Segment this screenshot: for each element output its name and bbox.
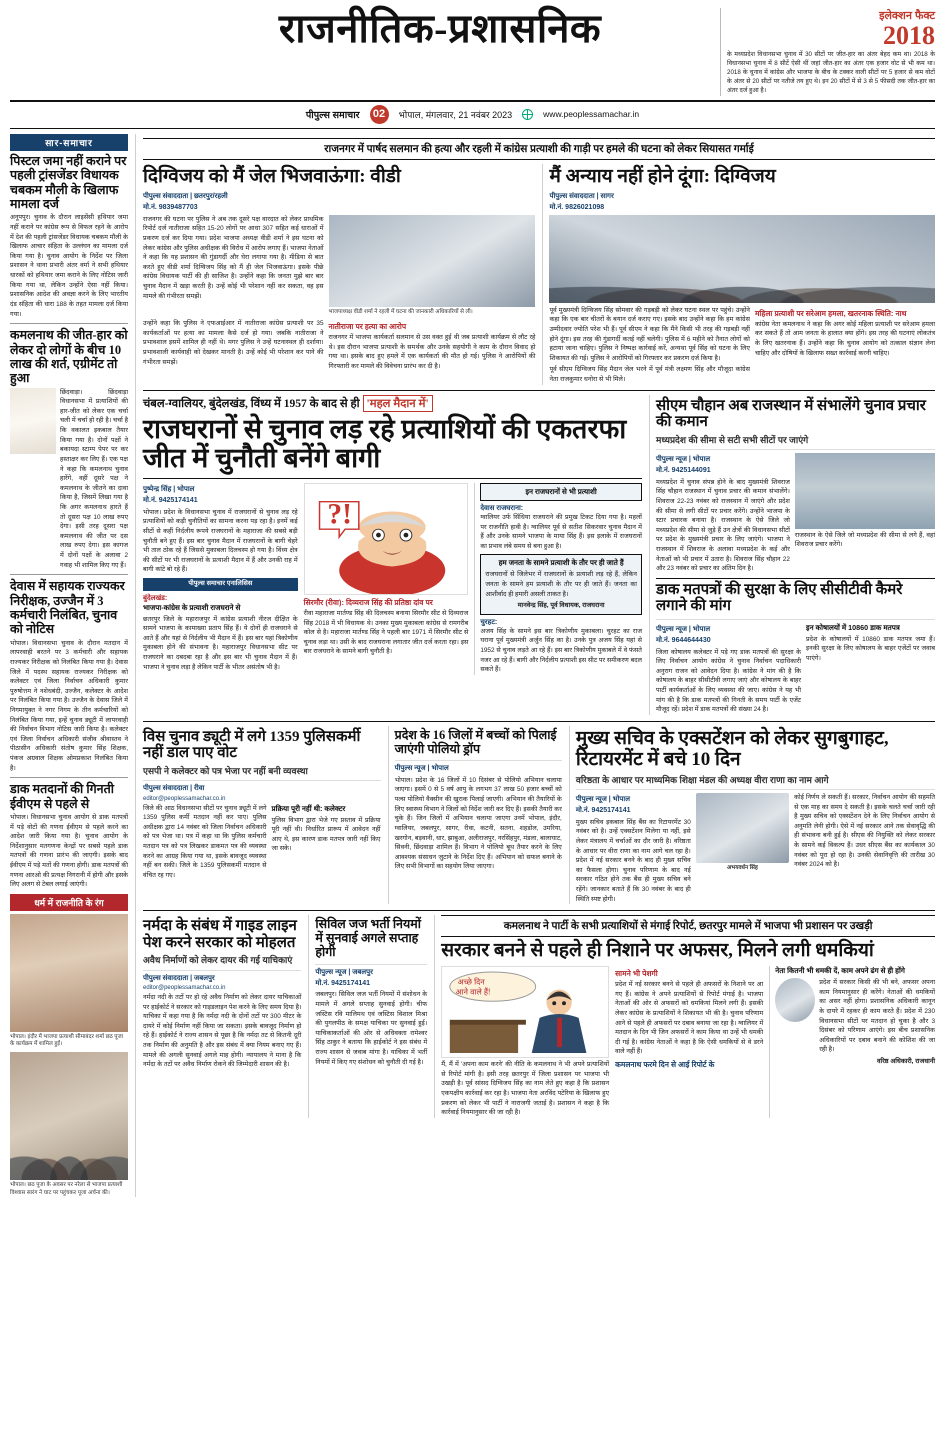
brief-headline: पिस्टल जमा नहीं कराने पर पहली ट्रांसजेंडर विधायक चबकम मौली के खिलाफ मामला दर्ज [10,153,127,212]
box-quote [480,554,642,614]
top-kicker: राजनगर में पार्षद सलमान की हत्या और रहली में कांग्रेस प्रत्याशी की गाड़ी पर हमले की घटना को लेकर सियासत गर्माई [143,138,935,160]
cartoon-body: रीवा महाराजा मार्तण्ड सिंह की दिलचस्प बनाया सिरमौर सीट से दिव्यराज सिंह 2018 में भी विधायक थे। उनका मुख्य मुकाबला कांग्रेस से रामगरीब कोल से है। महाराजा मार्तण्ड सिंह ने पहली बार 1971 में सिरमौर सीट से चुनाव लड़ा था। उसी के बाद राजघराना लगातार जीत दर्ज करता रहा। इस बार राजघराने के सामने बागी चुनौती है। [303,609,469,656]
byline: पीपुल्स न्यूज | भोपाल [575,795,630,803]
folio-bar [10,102,935,129]
box-heading: इन राजघरानों से भी प्रत्याशी [525,486,597,496]
byline-mobile: मो.नं. 9425144091 [655,467,711,475]
section-label-saar [10,134,128,151]
story-body: जिले की आठ विधानसभा सीटों पर चुनाव ड्यूटी में लगे 1359 पुलिस कर्मी मतदान नहीं कर पाए। पुलिस अधीक्षक द्वारा 14 नवंबर को जिला निर्वाचन अधिकारी को पत्र भेजा था। पत्र में कहा था कि पुलिस कर्मचारी मतदान पत्र को पत्र लिखकर डाकमत पत्र की व्यवस्था करने का आग्रह किया गया था, इसके बावजूद व्यवस्था नहीं बन सकी। जिले के 1359 पुलिसकर्मी मतदान से वंचित रह गए। [143,804,267,879]
story-subhead: वरिष्ठता के आधार पर माध्यमिक शिक्षा मंडल की अध्यक्ष वीरा राणा का नाम आगे [575,774,829,785]
photo-chhath-2 [10,1052,128,1180]
byline: पीपुल्स न्यूज | भोपाल [655,455,711,463]
story-headline-cctv: डाक मतपत्रों की सुरक्षा के लिए सीसीटीवी कैमरे लगाने की मांग [655,581,903,615]
section-label-dharm: धर्म में राजनीति के रंग [10,894,128,911]
photo-caption: भोपाल। इंदौर में भाजपा प्रत्याशी सीमाबंदर शर्मा छठ पूजा के कार्यक्रम में शामिल हुईं। [10,1033,124,1048]
quote-heading: प्रक्रिया पूरी नहीं थी: कलेक्टर [271,803,346,813]
cartoon-caption-head: सिरमौर (रीवा): दिव्यराज सिंह की प्रतिष्ठा दांव पर [303,597,433,607]
subhead: सामने भी पेशगी [615,969,658,979]
election-fact-title: इलेक्शन फैक्ट [879,10,935,22]
quote-body: राजघरानों से जिलेभर में राजघरानों के प्रत्याशी लड़ रहे हैं, लेकिन जनता के सामने हम प्रत्याशी के तौर पर ही जाते हैं। जनता का आशीर्वाद ही हमारी असली ताकत है। [485,571,637,598]
right-column [649,395,935,715]
story-body: पूर्व मुख्यमंत्री दिग्विजय सिंह सोमवार की गड़बड़ी को लेकर घटना स्थल पर पहुंचे। उन्होंने कहा कि एक बार चीतरों के बयान दर्ज कराए गए। इसके बाद उन्होंने कहा कि हम कांग्रेस उम्मीदवार ज्योति परेश भी हैं। पूर्व सीएम ने कहा कि मैंने किसी भी तरह की गड़बड़ी नहीं होने दूंगा। इस तरह की गुंडागर्दी कतई नहीं चलेगी। पुलिस में 6 महीने को तैनात लोगों को हटाया जाना चाहिए। पुलिस ने निष्पक्ष कार्रवाई करें, अन्यथा पूर्व सिंह को घटना के लिए शिकायत की गई। पुलिस ने आरोपियों को गिरफ्तार कर प्रकरण दर्ज किया है। [549,306,750,362]
brief-headline: डाक मतदानों की गिनती ईवीएम से पहले से [10,782,114,811]
cartoon-illustration-2 [441,966,609,1058]
story-headline: सिविल जज भर्ती नियमों में सुनवाई अगले सप्ताह होगी [315,917,421,959]
subhead-bundelkhand: भाजपा-कांग्रेस के प्रत्याशी राजघराने से [143,602,241,612]
quote-body: पुलिस विभाग द्वारा भेजे गए प्रस्ताव में प्रक्रिया पूरी नहीं थी। निर्धारित प्रारूप में आवेदन नहीं आए थे, इस कारण डाक मतपत्र जारी नहीं किए जा सके। [271,816,381,853]
story-officers-threats [434,915,935,1118]
inset-body: प्रदेश के कोषालयों में 10860 डाक मतपत्र जमा हैं। इनकी सुरक्षा के लिए कोषालय के बाहर एजेंटों पर जवाब पाएंगे। [806,635,935,662]
byline: पीपुल्स संवाददाता | जबलपुर [143,974,215,982]
election-fact-text: के मध्यप्रदेश विधानसभा चुनाव में 30 सीटों पर जीत-हार का अंतर बेहद कम था। 2018 के विधानसभा चुनाव में 8 सीटें ऐसी थीं जहां जीत-हार का अंतर एक हजार वोट से भी कम था। 2018 के चुनाव में कांग्रेस और भाजपा के बीच के टक्कर वाली सीटों पर 5 हजार से कम वोटों के अंतर से 20 सीटों पर नतीजे तय हुए थे। इन 20 सीटों में से 3 से 5 फीसदी तक जीत-हार का अंतर दर्ज हुआ है। [727,51,935,94]
subhead-mahila: महिला प्रत्याशी पर सरेआम हमला, खतरनाक स्थिति: नाथ [754,308,907,318]
byline: पुष्पेन्द्र सिंह | भोपाल [143,485,195,493]
svg-text:?!: ?! [327,498,352,531]
portrait-caption: अभयवर्धन सिंह [727,864,758,871]
subhead-2: कमलनाथ फरमे दिन से आई रिपोर्ट के [615,1060,715,1070]
box-other-royals [480,483,642,501]
story-headline: प्रदेश के 16 जिलों में बच्चों को पिलाई जाएंगी पोलियो ड्रॉप [394,727,557,756]
globe-icon [522,109,533,120]
byline-email[interactable]: editor@peoplessamachar.co.in [143,985,226,991]
story-body: मध्यप्रदेश में चुनाव संपन्न होने के बाद मुख्यमंत्री शिवराज सिंह चौहान राजस्थान में चुनाव प्रचार की कमान संभालेंगे। शिवराज 22-23 नवंबर को राजस्थान में जाएंगे और प्रदेश की सीमा से लगी सीटों पर प्रचार करेंगे। उन्होंने भाजपा के स्टार प्रचारक बनाया है। राजस्थान के ऐसे जिले जो मध्यप्रदेश की सीमा से जुड़े हैं उन क्षेत्रों की विधानसभा सीटों पर प्रदेश के मुख्यमंत्री प्रचार के लिए जाएंगे। भाजपा ने राजस्थान में शिवराज के अलावा मध्यप्रदेश के कई और नेताओं को भी प्रचार में उतारा है। शिवराज सिंह चौहान 22 और 23 नवंबर को प्रचार का अंतिम दिन है। [655,478,790,573]
portrait-photo [775,978,815,1022]
center-and-right [143,395,935,715]
story-headline-cs: मुख्य सचिव के एक्सटेंशन को लेकर सुगबुगाहट, रिटायरमेंट में बचे 10 दिन [575,727,889,770]
story-body: नर्मदा नदी के तटों पर हो रहे अवैध निर्माण को लेकर दायर याचिकाओं पर हाईकोर्ट ने सरकार को गाइडलाइन पेश करने के लिए समय दिया है। याचिका में कहा गया है कि नर्मदा नदी के दोनों तटों पर 300 मीटर के दायरे में कोई निर्माण नहीं किया जा सकता। इसके बावजूद निर्माण हो रहे हैं। हाईकोर्ट ने राज्य शासन से पूछा है कि नर्मदा तट से कितनी दूरी तक निर्माण की अनुमति है और इस संबंध में क्या नियम बनाए गए हैं। मामले की अगली सुनवाई अगले माह होगी। न्यायालय ने माना है कि नर्मदा के तटों पर अवैध निर्माण रोकने की जिम्मेदारी शासन की है। [143,994,302,1069]
svg-text:आने वाले हैं!: आने वाले हैं! [455,987,491,997]
story-body: राजनगर की घटना पर पुलिस ने अब तक दूसरे पक्ष वारदात को लेकर प्राथमिक रिपोर्ट दर्ज नातीराजा सहित 15-20 लोगों पर आधा 307 सहित कई धाराओं में प्रकरण दर्ज कर दिया गया। प्रदेश भाजपा अध्यक्ष वीडी शर्मा ने इस घटना को लेकर कांग्रेस और पुलिस अधीक्षक की विरोध में आरोप लगाए हैं। भाजपा नेताओं ने कहा कि यह प्रशासन की गुंडागर्दी और घेरा लगाया गया है। मीडिया से बात करते हुए वीडी शर्मा दिग्विजय सिंह को मैं ही जेल भिजवाऊंगा। इसके पीछे कांग्रेस विधायक पार्टी की ही साजिश है। उन्होंने कहा कि जनता मुझे बार बार चुनाव मैदान में खड़ा करती है। उन्हें कोई भी परेशान नहीं कर सकता, वह इस मामले की गंभीरता समझें। [143,215,324,300]
quote-body: प्रदेश में सरकार किसी की भी बने, अफसर अपना काम नियमानुसार ही करेंगे। नेताओं की धमकियों का असर नहीं होगा। प्रशासनिक अधिकारी कानून के दायरे में रहकर ही काम करते हैं। प्रदेश में 230 विधानसभा सीटों पर मतदान हो चुका है और 3 दिसंबर को परिणाम आएंगे। इस बीच प्रशासनिक अधिकारियों पर दबाव बनाने की कोशिश की जा रही है। [819,979,935,1054]
cartoon-illustration [304,483,469,595]
byline-mobile: मो.नं. 9839487703 [143,204,198,212]
byline-mobile: मो.नं. 9425174141 [143,497,198,505]
byline: पीपुल्स संवाददाता | छतरपुर/रहली [143,192,228,200]
masthead [10,8,935,102]
lead-kicker-text: चंबल-ग्वालियर, बुंदेलखंड, विंध्य में 1957 के बाद से ही [143,397,360,410]
item-body: अजय सिंह के सामने इस बार त्रिकोणीय मुकाबला। चुरहट का राज घराना पूर्व मुख्यमंत्री अर्जुन सिंह का है। उनके पुत्र अजय सिंह यहां से 1952 से चुनाव लड़ते आ रहे हैं। इस बार त्रिकोणीय मुकाबले में वे फंसते नजर आ रहे हैं। बागी और निर्दलीय प्रत्याशी इस सीट पर समीकरण बदल सकते हैं। [480,627,642,674]
analysis-badge: पीपुल्स समाचार एनालिसिस [143,578,298,590]
story-headline: सरकार बनने से पहले ही निशाने पर अफसर, मिलने लगी धमकियां [441,940,874,962]
brief-photo [10,388,56,454]
portrait-photo [696,793,789,863]
story-body: जिला कोषालय कलेक्टर में पड़े गए डाक मतपत्रों की सुरक्षा के लिए निर्वाचन आयोग कांग्रेस ने चुनाव निर्वाचन पदाधिकारी अनुराग राजन को आवेदन दिया है। कांग्रेस ने मांग की है कि कोषालय के बाहर सीसीटीवी लगाए जाएं और कोषालय के बाहर पार्टी कार्यकर्ताओं के लिए व्यवस्था की जाए। कांग्रेस ने यह भी मांग की है कि डाक मतपत्रों की गिनती के समय पार्टी के एजेंट मौजूद रहें। प्रदेश में डाक मतपत्रों की संख्या 24 है। [655,648,802,714]
byline-mobile: मो.नं. 9425174141 [575,807,631,815]
folio-website[interactable]: www.peoplessamachar.in [543,109,640,120]
folio-place-date: भोपाल, मंगलवार, 21 नवंबर 2023 [398,109,513,120]
lead-story [143,395,642,715]
photo-caption: भोपाल। छठ पूजा के अवसर पर नरेला से भाजपा प्रत्याशी विश्वास सारंग ने घाट पर पहुंचकर पूजा अर्चना की। [10,1181,123,1196]
story-subhead: अवैध निर्माणों को लेकर दायर की गई याचिकाएं [143,955,293,966]
photo-caption: भाजपाध्यक्ष वीडी शर्मा ने रहली में घटना की जानकारी अधिकारियों से ली। [328,308,473,315]
story-body-mid: उन्होंने कहा कि पुलिस ने एफआईआर में नातीराजा कांग्रेस प्रत्याशी पर 35 कार्यकर्ताओं पर हत्या का मामला कैसे दर्ज हो गया। जबकि नातीराजा ने प्रभावशाल इसमें शामिल ही नहीं थे। मगर पुलिस ने उन्हें घटनास्थल ही दर्शाया। प्रभावशाली कार्यवाही को देखकर मानती है। उन्हें कोई भी परेशान कर पाने की गंभीरता समझें। [143,320,324,366]
svg-text:अच्छे दिन: अच्छे दिन [457,977,485,987]
story-civil-judge [308,915,427,1118]
lead-kicker [143,395,642,412]
byline: पीपुल्स न्यूज | भोपाल [655,625,711,633]
story-body: प्रदेश में नई सरकार बनने से पहले ही अफसरों के निशाने पर आ गए हैं। कांग्रेस ने अपने प्रत्याशियों से रिपोर्ट मंगाई है। भाजपा नेताओं की ओर से अफसरों को धमकियां मिलने लगी हैं। इसकी लेकर कांग्रेस के प्रत्याशियों ने शिकायत भी की है। चुनाव परिणाम आने से पहले ही अफसरों पर दबाव बनाया जा रहा है। ग्वालियर में मतदान के दिन भी जिन अफसरों ने काम किया था उन्हें भी धमकी दी गई है। कांग्रेस नेताओं ने कहा है कि ऐसी धमकियों से वे डरने वाले नहीं हैं। [615,981,764,1056]
quote-heading: नेता कितनी भी धमकी दें, काम अपने ढंग से ही होंगे [775,966,905,976]
byline: पीपुल्स न्यूज | भोपाल [394,765,449,773]
item-title: देवास राजघराना: [480,504,524,512]
story-body-mid: पूर्व सीएम दिग्विजय सिंह मैदान जेल भरने में पूर्व मंत्री लक्ष्मण सिंह और मौजूदा कांग्रेस नेता राजकुमार धनोरा से भी मिले। [549,366,750,383]
byline: पीपुल्स संवाददाता | रीवा [143,785,205,793]
story-subhead: मध्यप्रदेश की सीमा से सटी सभी सीटों पर जाएंगे [655,434,809,445]
top-stories [143,164,935,385]
byline: पीपुल्स न्यूज | जबलपुर [315,968,374,976]
byline: पीपुल्स संवाददाता | सागर [549,192,614,200]
election-fact-box [720,8,935,96]
quote-signoff: वरिष्ठ अधिकारी, राजधानी [876,1058,935,1066]
story-polio [388,726,562,904]
brief-headline: देवास में सहायक राज्यकर निरीक्षक, उज्जैन में 3 कर्मचारी निलंबित, चुनाव को नोटिस [10,579,125,637]
band-row [143,726,935,904]
story-headline: दिग्विजय को मैं जेल भिजवाऊंगा: वीडी [143,165,401,187]
quote-signoff: मानवेन्द्र सिंह, पूर्व विधायक, राजघराना [517,602,605,610]
brief-body: भोपाल। विधानसभा चुनाव के दौरान मतदान में लापरवाही बरतने पर 3 कर्मचारी और सहायक राज्यकर निरीक्षक को निलंबित किया गया है। देवास जिले में पदस्थ सहायक राज्यकर निरीक्षक को कलेक्टर एवं जिला निर्वाचन अधिकारी कुमार पुरुषोत्तम ने नशेधबंदी, उज्जैन, कलेक्टर के आदेश पर निलंबित किया गया है। उज्जैन के देवास जिले में निगमायुक्त ने नगर निगम के तीन कर्मचारियों को निलंबित किया गया, इन्हें चुनाव ड्यूटी में लापरवाही की निर्वाचन विभाग नोटिस जारी किया है। कलेक्टर एवं जिला निर्वाचन अधिकारी संजीव श्रीवास्तव ने पीठासीन अधिकारी संतोष कुमार सिंह शिक्षक, पंकज अग्रवाल शिक्षक ओमप्रकाश निलंबित किया है। [10,639,128,772]
story-body: मुख्य सचिव इकबाल सिंह बैंस का रिटायरमेंट 30 नवंबर को है। उन्हें एक्सटेंशन मिलेगा या नहीं, इसे लेकर मंत्रालय में चर्चाओं का दौर जारी है। वरिष्ठता के आधार पर वीरा राणा का नाम आगे चल रहा है। प्रदेश में नई सरकार बनने के बाद ही मुख्य सचिव का फैसला होगा। चुनाव परिणाम के बाद नई सरकार गठित होने तक बैंस ही मुख्य सचिव बने रहेंगे। जानकार बताते हैं कि 30 नवंबर के बाद ही स्थिति स्पष्ट होगी। [575,818,691,903]
story-body-cont: राजस्थान के ऐसे जिले जो मध्यप्रदेश की सीमा से लगे हैं, वहां शिवराज प्रचार करेंगे। [794,531,935,549]
lead-body: भोपाल। प्रदेश के विधानसभा चुनाव में राजघरानों से चुनाव लड़ रहे प्रत्याशियों को कड़ी चुनौतियों का सामना करना पड़ रहा है। इनमें कई सीटों से कहीं निर्दलीय रूपये राजघरानों के महाराजा की सबसे बड़ी चुनौती बने हुए हैं। इस बार चुनाव मैदान में राजघरानों के बागी चेहरे भी ताल ठोक रहे हैं जिससे मुकाबला दिलचस्प हो गया है। विंध्य क्षेत्र की सीटों पर भी राजघरानों के प्रत्याशी मैदान में हैं और उनकी राह में बागी कांटे बो रहे हैं। [143,508,298,574]
story-narmada [143,915,301,1118]
story-police-vote [143,726,381,904]
byline-mobile: मो.नं. 9826021098 [549,204,605,212]
story-subhead: एसपी ने कलेक्टर को पत्र भेजा पर नहीं बनी व्यवस्था [143,765,308,776]
story-headline: मैं अन्याय नहीं होने दूंगा: दिग्विजय [549,165,776,187]
brief-body: अनूपपुर। चुनाव के दौरान लाइसेंसी हथियार जमा नहीं कराने पर कांग्रेस रूप से विफल रहने के आरोप में देश की पहली ट्रांसजेंडर विधायक चबकम मौली के खिलाफ आचार संहिता के उल्लंघन का मामला दर्ज किया गया है। चुनाव आयोग के निर्देश पर जिला प्रशासन ने थाना प्रभारी अंतर वर्मा ने सभी हथियार धारकों को हथियार जमा कराने के लिए नोटिस जारी किया गया था, लेकिन उन्होंने ऐसा नहीं किया। प्रशासनिक आदेश की अवज्ञा करने के लिए भारतीय दंड संहिता की धारा 188 के तहत मामला दर्ज किया गया। [10,214,128,318]
bottom-row [143,915,935,1118]
brief-item [10,782,128,890]
byline-email[interactable]: editor@peoplessamachar.co.in [143,795,226,802]
story-digvijay-jail [143,164,535,385]
story-photo-cm [795,453,935,529]
story-photo [329,215,536,307]
section-label-text: सार-समाचार [45,137,93,148]
bundelkhand-body: छतरपुर जिले के महाराजपुर में कांग्रेस प्रत्याशी नीरज दीक्षित के सामने भाजपा के कामाख्या प्रताप सिंह हैं। ये दोनों ही राजघराने से आते हैं और यहां से निर्दलीय भी मैदान में हैं। इस बार यहां त्रिकोणीय मुकाबला होने की संभावना है। महाराजपुर विधानसभा सीट पर राजघराने का दबदबा रहा है और इस बार भी चुनाव मैदान में हैं। भाजपा ने चुनाव लड़ा है लेकिन पार्टी के भीतर असंतोष भी है। [143,615,298,671]
brief-headline: कमलनाथ की जीत-हार को लेकर दो लोगों के बीच 10 लाख की शर्त, एग्रीमेंट तो हुआ [10,328,128,386]
subhead-natiraja: नातीराजा पर हत्या का आरोप [328,322,407,332]
item-body: ग्वालियर उर्फ सिंधिया राजघराने की प्रमुख टिकट दिया गया है। महलों पर राजनीति हावी है। ग्वालियर पूर्व से सतीश सिकरवार चुनाव मैदान में हैं और उनके सामने भाजपा के माया सिंह हैं। इस इलाके में राजघरानों का प्रभाव लंबे समय से बना हुआ है। [480,513,642,550]
photo-chhath-1 [10,914,128,1032]
main-grid [10,134,935,1197]
brief-item [10,154,128,319]
quote-heading: हम जनता के सामने प्रत्याशी के तौर पर ही जाते हैं [498,558,624,568]
story-body-side: कांग्रेस नेता कमलनाथ ने कहा कि अगर कोई महिला प्रत्याशी पर सरेआम हमला कर सकते हैं तो आम जनता के हालात क्या होंगे। इस तरह की घटनाएं लोकतंत्र के लिए खतरनाक हैं। उन्होंने कहा कि चुनाव आयोग को तत्काल संज्ञान लेना चाहिए और दोषियों के खिलाफ सख्त कार्रवाई करनी चाहिए। [754,320,935,357]
brief-body: छिंदवाड़ा। छिंदवाड़ा विधानसभा में प्रत्याशियों की हार-जीत को लेकर एक चर्चा चली में चर्चा हो रही है। चर्चा है कि वकालत इकबाल तैयार किया गया है। दोनों पक्षों ने बकायदा स्टाम्प पेपर पर कर हस्ताक्षर कर लिए हैं। एक पक्ष ने कहा कि कमलनाथ चुनाव हारेंगे, वहीं दूसरे पक्ष ने कमलनाथ के जीतने का दावा किया है, जिसमें लिखा गया है कि अगर कमलनाथ हारते हैं तो दूसरा पक्ष 10 लाख रुपए देगा। इसी तरह दूसरा पक्ष कमलनाथ की जीत पर दस लाख रुपए देगा। इस कागज में दोनों पक्षों के अलावा 2 गवाह भी शामिल किए गए हैं। [60,388,128,569]
story-body-cont: कोई निर्णय ले सकती हैं। सरकार, निर्वाचन आयोग की सहमति से एक माह का समय दे सकती है। इसके चलते चर्चा जारी रही है मुख्य सचिव को एक्सटेंशन देने के लिए निर्वाचन आयोग से अनुमति लेनी होगी। ऐसे में नई सरकार आने तक सेवावृद्धि की ही संभावना बनी हुई है। सीएस की नियुक्ति को लेकर सरकार के सामने कई विकल्प हैं। उधर सीएस बैंस का कार्यकाल 30 नवंबर को पूरा हो रहा है। उनकी सेवानिवृत्ति की तारीख 30 नवंबर 2024 को है। [794,793,935,869]
story-headline: विस चुनाव ड्यूटी में लगे 1359 पुलिसकर्मी नहीं डाल पाए वोट [143,728,361,762]
story-body: मैं, मैं में 'अपना काम करने' की नीति के कमलनाथ ने भी अपने प्रत्याशियों से रिपोर्ट मांगी है। इसी तरह छतरपुर में जिला प्रशासन पर भाजपा भी उखड़ी है। पूर्व सांसद दिग्विजय सिंह का नाम लेते हुए कहा है कि प्रशासन एकपक्षीय कार्रवाई कर रहा है। भाजपा नेता अरविंद पटेरिया के खिलाफ हुए प्रकरण को लेकर भी पार्टी ने नाराजगी जताई है। प्रशासन ने कहा है कि कार्रवाई नियमानुसार की जा रही है। [441,1061,610,1117]
left-rail [10,134,128,1197]
brief-item [10,328,128,570]
tag-bundelkhand: बुंदेलखंड: [143,594,168,602]
story-body-mid2: राजनगर में भाजपा कार्यकर्ता सलमान से उस वक्त हुई थी जब प्रत्याशी कार्यक्रम से लौट रहे थे। इस दौरान भाजपा प्रत्याशी के समर्थक और उनके सहयोगी ने काम के दौरान विवाद हो गया था। इसके बाद हुए हमले में एक कार्यकर्ता की मौत हो गई। पुलिस ने आरोपियों की गिरफ्तारी कर मामले की विवेचना प्रारंभ कर दी है। [328,334,536,371]
story-body: भोपाल। प्रदेश के 16 जिलों में 10 दिसंबर से पोलियो अभियान चलाया जाएगा। इसमें 0 से 5 वर्ष आयु के लगभग 37 लाख 50 हजार बच्चों को पल्स पोलियो वैक्सीन की खुराक पिलाई जाएगी। अभियान की तैयारियों के लिए स्वास्थ्य विभाग ने जिलों को निर्देश जारी कर दिए हैं। इसकी तैयारी कर चुके हैं। जिन जिलों में अभियान चलाया जाएगा उनमें भोपाल, इंदौर, ग्वालियर, जबलपुर, सागर, रीवा, कटनी, सतना, शहडोल, उमरिया, खरगोन, बड़वानी, धार, झाबुआ, अलीराजपुर, नरसिंहपुर, मंडला, बालाघाट, सिवनी, छिंदवाड़ा शामिल हैं। विभाग ने पोलियो बूथ तैयार करने के लिए आवश्यक संसाधन जुटाने के निर्देश दिए हैं। अभियान को सफल बनाने के लिए सभी विभागों का सहयोग लिया जाएगा। [394,776,562,871]
item-title: चुरहट: [480,618,498,626]
byline-mobile: मो.नं. 9644644430 [655,637,711,645]
story-body: जबलपुर। सिविल जज भर्ती नियमों में संशोधन के मामले में अगले सप्ताह सुनवाई होगी। चीफ जस्टिस रवि मालिमथ एवं जस्टिस विशाल मिश्रा की युगलपीठ के समक्ष याचिका पर सुनवाई हुई। याचिकाकर्ताओं की ओर से अधिवक्ता रामेश्वर सिंह ठाकुर ने बताया कि हाईकोर्ट ने इस संबंध में राज्य शासन से जवाब मांगा है। याचिका में भर्ती नियमों में किए गए संशोधन को चुनौती दी गई है। [315,991,428,1066]
lead-headline: राजघरानों से चुनाव लड़ रहे प्रत्याशियों की एकतरफा जीत में चुनौती बनेंगे बागी [143,413,627,474]
brief-item [10,579,128,773]
bottom-kicker: कमलनाथ ने पार्टी के सभी प्रत्याशियों से मंगाई रिपोर्ट, छतरपुर मामले में भाजपा भी प्रशासन पर उखड़ी [441,915,935,937]
election-fact-year: 2018 [883,21,935,50]
story-chief-secretary [569,726,935,904]
inset-heading: इन कोषालयों में 10860 डाक मतपत्र [806,622,900,632]
folio-brand: पीपुल्स समाचार [305,109,360,121]
story-digvijay-anyay [542,164,935,385]
byline-mobile: मो.नं. 9425174141 [315,980,371,987]
story-headline: नर्मदा के संबंध में गाइड लाइन पेश करने सरकार को मोहलत [143,918,297,951]
content-area [135,134,935,1197]
story-photo [549,215,935,303]
lead-kicker-badge: 'महल मैदान में' [363,395,433,412]
story-headline-cm-rajasthan: सीएम चौहान अब राजस्थान में संभालेंगे चुनाव प्रचार की कमान [655,397,926,431]
brief-body: भोपाल। विधानसभा चुनाव आयोग से डाक मतपत्रों में पड़े वोटों की गणना ईवीएम से पहले करने का आदेश जारी किया गया है। चुनाव आयोग के निर्देशानुसार मतगणना केन्द्रों पर सबसे पहले डाक मतपत्रों की गणना प्रारंभ की जाएगी। इसके बाद ईवीएम में पड़े मतों की गणना होगी। डाक मतपत्रों की गणना आरओ की प्रत्यक्ष निगरानी में होगी और इसके लिए अलग से टेबल लगाई जाएंगी। [10,813,128,889]
page-title: राजनीतिक-प्रशासनिक [278,6,602,51]
page-number: 02 [370,105,389,124]
masthead-center [160,8,720,50]
